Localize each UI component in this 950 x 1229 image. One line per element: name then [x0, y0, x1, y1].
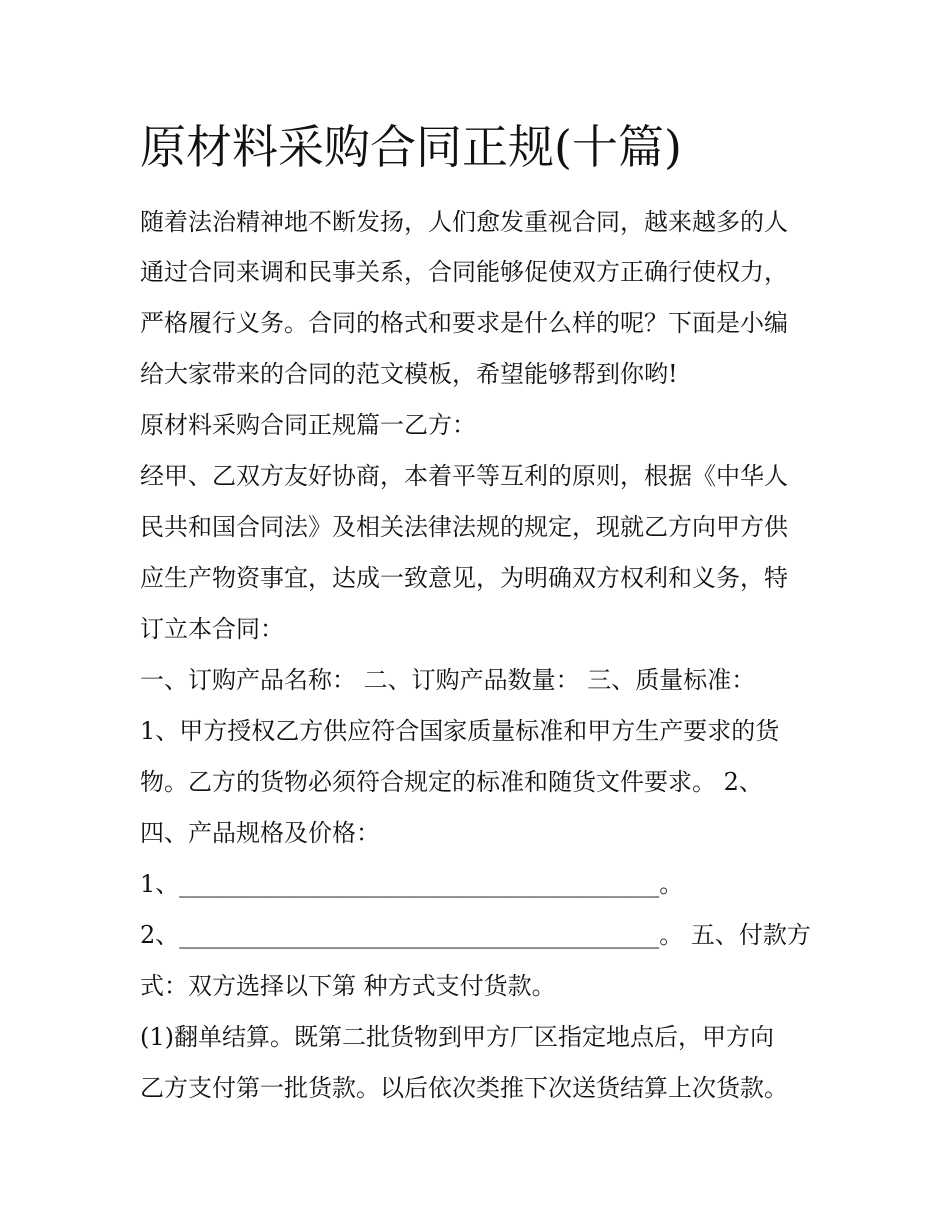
body-line-9: 订立本合同：	[140, 615, 284, 643]
body-line-17: (1)翻单结算。既第二批货物到甲方厂区指定地点后，甲方向	[140, 1023, 774, 1051]
body-line-16: 式：双方选择以下第 种方式支付货款。	[140, 972, 556, 1000]
body-line-3: 严格履行义务。合同的格式和要求是什么样的呢？下面是小编	[140, 309, 788, 337]
body-line-13: 四、产品规格及价格：	[140, 819, 380, 847]
body-line-11: 1、甲方授权乙方供应符合国家质量标准和甲方生产要求的货	[140, 717, 780, 745]
body-line-6: 经甲、乙双方友好协商，本着平等互利的原则，根据《中华人	[140, 462, 788, 490]
body-line-5: 原材料采购合同正规篇一乙方：	[140, 411, 476, 439]
body-line-4: 给大家带来的合同的范文模板，希望能够帮到你哟!	[140, 360, 678, 388]
body-line-10: 一、订购产品名称： 二、订购产品数量： 三、质量标准：	[140, 666, 756, 694]
body-line-15: 2、________________________________________。 五、付款方	[140, 921, 811, 949]
body-line-7: 民共和国合同法》及相关法律法规的规定，现就乙方向甲方供	[140, 513, 788, 541]
body-line-1: 随着法治精神地不断发扬，人们愈发重视合同，越来越多的人	[140, 208, 788, 236]
body-line-18: 乙方支付第一批货款。以后依次类推下次送货结算上次货款。	[140, 1074, 788, 1102]
document-title: 原材料采购合同正规(十篇)	[140, 120, 682, 174]
body-line-14: 1、________________________________________。	[140, 870, 684, 898]
body-line-2: 通过合同来调和民事关系，合同能够促使双方正确行使权力，	[140, 258, 788, 286]
body-line-8: 应生产物资事宜，达成一致意见，为明确双方权利和义务，特	[140, 564, 788, 592]
body-line-12: 物。乙方的货物必须符合规定的标准和随货文件要求。 2、	[140, 768, 763, 796]
